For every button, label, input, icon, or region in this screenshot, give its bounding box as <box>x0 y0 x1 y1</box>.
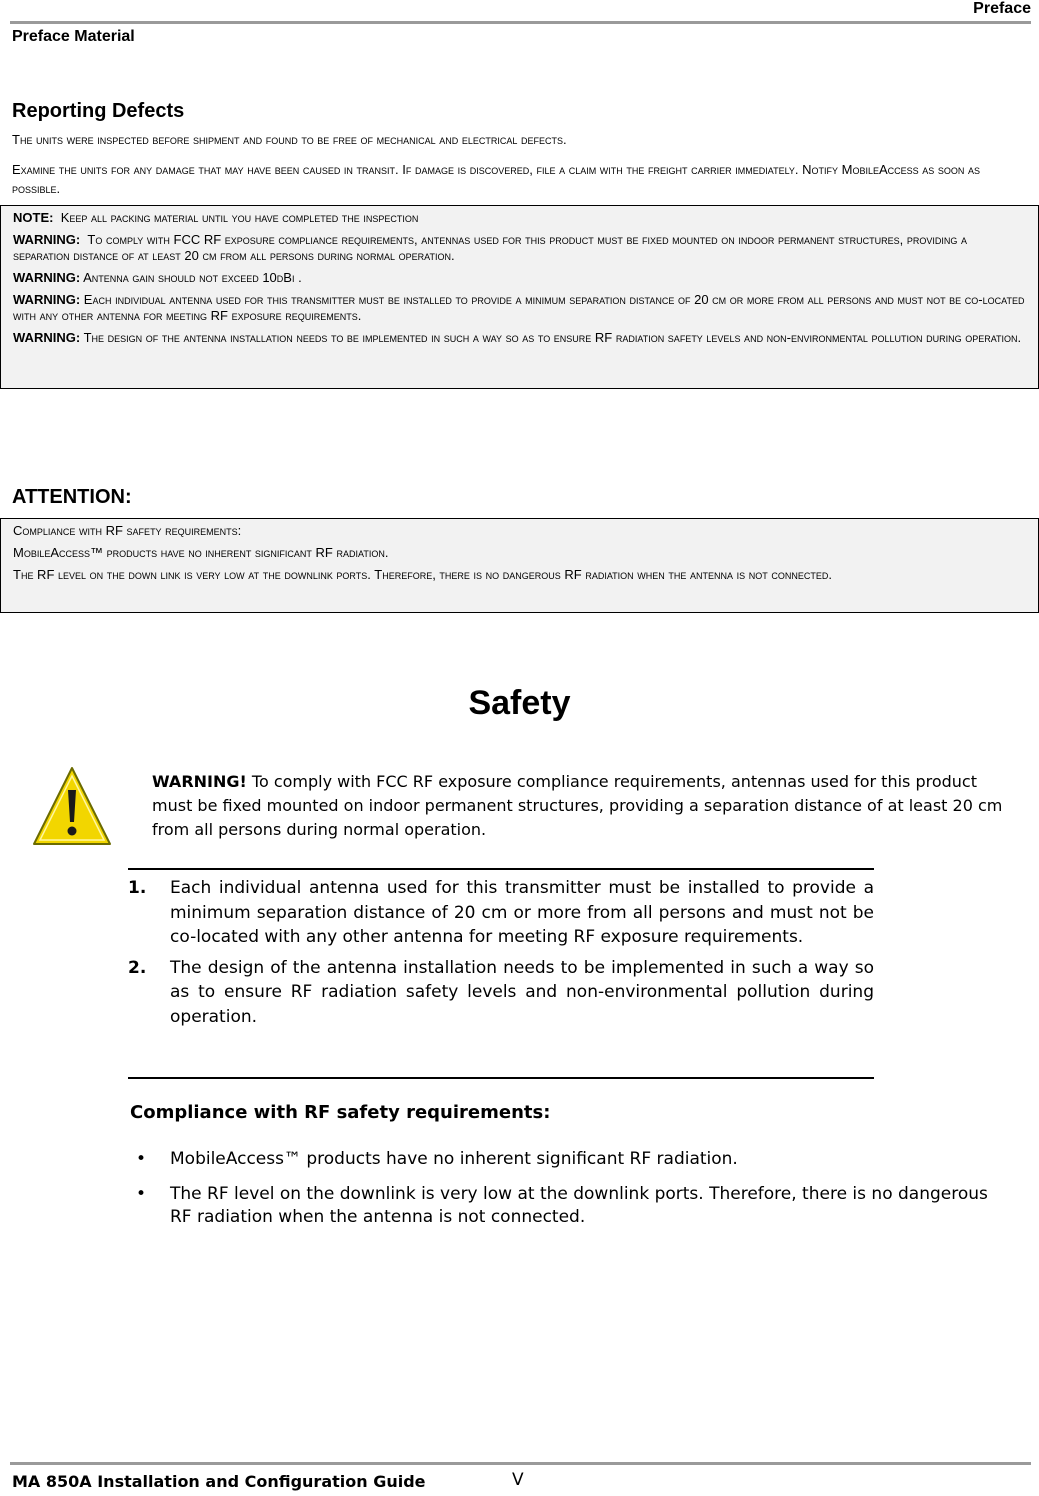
warning-label-2: WARNING: <box>13 270 81 285</box>
footer-rule <box>10 1462 1031 1465</box>
warning-label-4: WARNING: <box>13 330 81 345</box>
bullet-marker: • <box>136 1149 147 1169</box>
list-item <box>128 956 874 1030</box>
reporting-paragraph-2: Examine the units for any damage that may have been caused in transit. If damage is discovered, file a claim with the freight carrier immediately. Notify MobileAccess as soon as possible. <box>12 162 981 196</box>
attention-box <box>0 518 1039 613</box>
compliance-bullet-list <box>130 1148 1000 1241</box>
bullet-text: The RF level on the downlink is very low at the downlink ports. Therefore, there is no dangerous RF radiation when the antenna is not connected. <box>170 1184 988 1227</box>
note-text: Keep all packing material until you have completed the inspection <box>60 210 419 225</box>
footer-page-number: V <box>512 1470 524 1490</box>
reporting-paragraph-1: The units were inspected before shipment and found to be free of mechanical and electrical defects. <box>12 132 567 147</box>
compliance-heading: Compliance with RF safety requirements: <box>130 1102 551 1123</box>
bullet-item <box>130 1183 1000 1229</box>
warning-line-4 <box>13 330 1026 346</box>
header-rule <box>10 21 1031 24</box>
attention-line-1: Compliance with RF safety requirements: <box>13 523 242 538</box>
warning-text-2: Antenna gain should not exceed 10dBi . <box>83 270 302 285</box>
list-item-text: Each individual antenna used for this transmitter must be installed to provide a minimum separation distance of 20 cm or more from all persons and must not be co-located with any other antenna for meeting RF exposure requirements. <box>170 878 874 947</box>
bullet-item <box>130 1148 1000 1171</box>
reporting-defects-heading: Reporting Defects <box>12 100 185 122</box>
running-header-section: Preface <box>973 0 1031 17</box>
note-line <box>13 210 1026 226</box>
bullet-text: MobileAccess™ products have no inherent significant RF radiation. <box>170 1149 738 1169</box>
attention-line-3: The RF level on the down link is very low at the downlink ports. Therefore, there is no dangerous RF radiation when the antenna is not connected. <box>13 567 832 582</box>
warning-label-1: WARNING: <box>13 232 81 247</box>
running-header-subsection: Preface Material <box>12 28 135 45</box>
warning-triangle-icon <box>30 764 114 848</box>
safety-warning-body: To comply with FCC RF exposure compliance requirements, antennas used for this product must be fixed mounted on indoor permanent structures, providing a separation distance of at least 20 cm from all persons during normal operation. <box>152 772 1003 839</box>
attention-line-2: MobileAccess™ products have no inherent significant RF radiation. <box>13 545 389 560</box>
warning-line-2 <box>13 270 1026 286</box>
safety-warning-label: WARNING! <box>152 772 247 791</box>
attention-heading: ATTENTION: <box>12 486 132 508</box>
list-item-number: 1. <box>128 878 147 898</box>
list-item-number: 2. <box>128 957 147 978</box>
list-item <box>128 876 874 950</box>
list-item-text: The design of the antenna installation needs to be implemented in such a way so as to ensure RF radiation safety levels and non-environmental pollution during operation. <box>170 957 874 1027</box>
bullet-marker: • <box>136 1184 147 1204</box>
warning-text-3: Each individual antenna used for this transmitter must be installed to provide a minimum separation distance of 20 cm or more from all persons and must not be co-located with any other antenna for meeting RF exposure requirements. <box>13 292 1025 323</box>
footer-guide-title: MA 850A Installation and Configuration Guide <box>12 1472 426 1491</box>
safety-heading: Safety <box>468 684 571 722</box>
warning-line-1 <box>13 232 1026 264</box>
safety-numbered-list <box>128 868 874 1079</box>
note-label: NOTE: <box>13 210 54 225</box>
safety-warning-text <box>152 770 1022 842</box>
warning-line-3 <box>13 292 1026 324</box>
warning-text-4: The design of the antenna installation needs to be implemented in such a way so as to ensure RF radiation safety levels and non-environmental pollution during operation. <box>83 330 1022 345</box>
warning-label-3: WARNING: <box>13 292 81 307</box>
notes-warnings-box <box>0 205 1039 389</box>
warning-text-1: To comply with FCC RF exposure compliance requirements, antennas used for this product must be fixed mounted on indoor permanent structures, providing a separation distance of at least 20 cm from all persons during normal operation. <box>13 232 967 263</box>
